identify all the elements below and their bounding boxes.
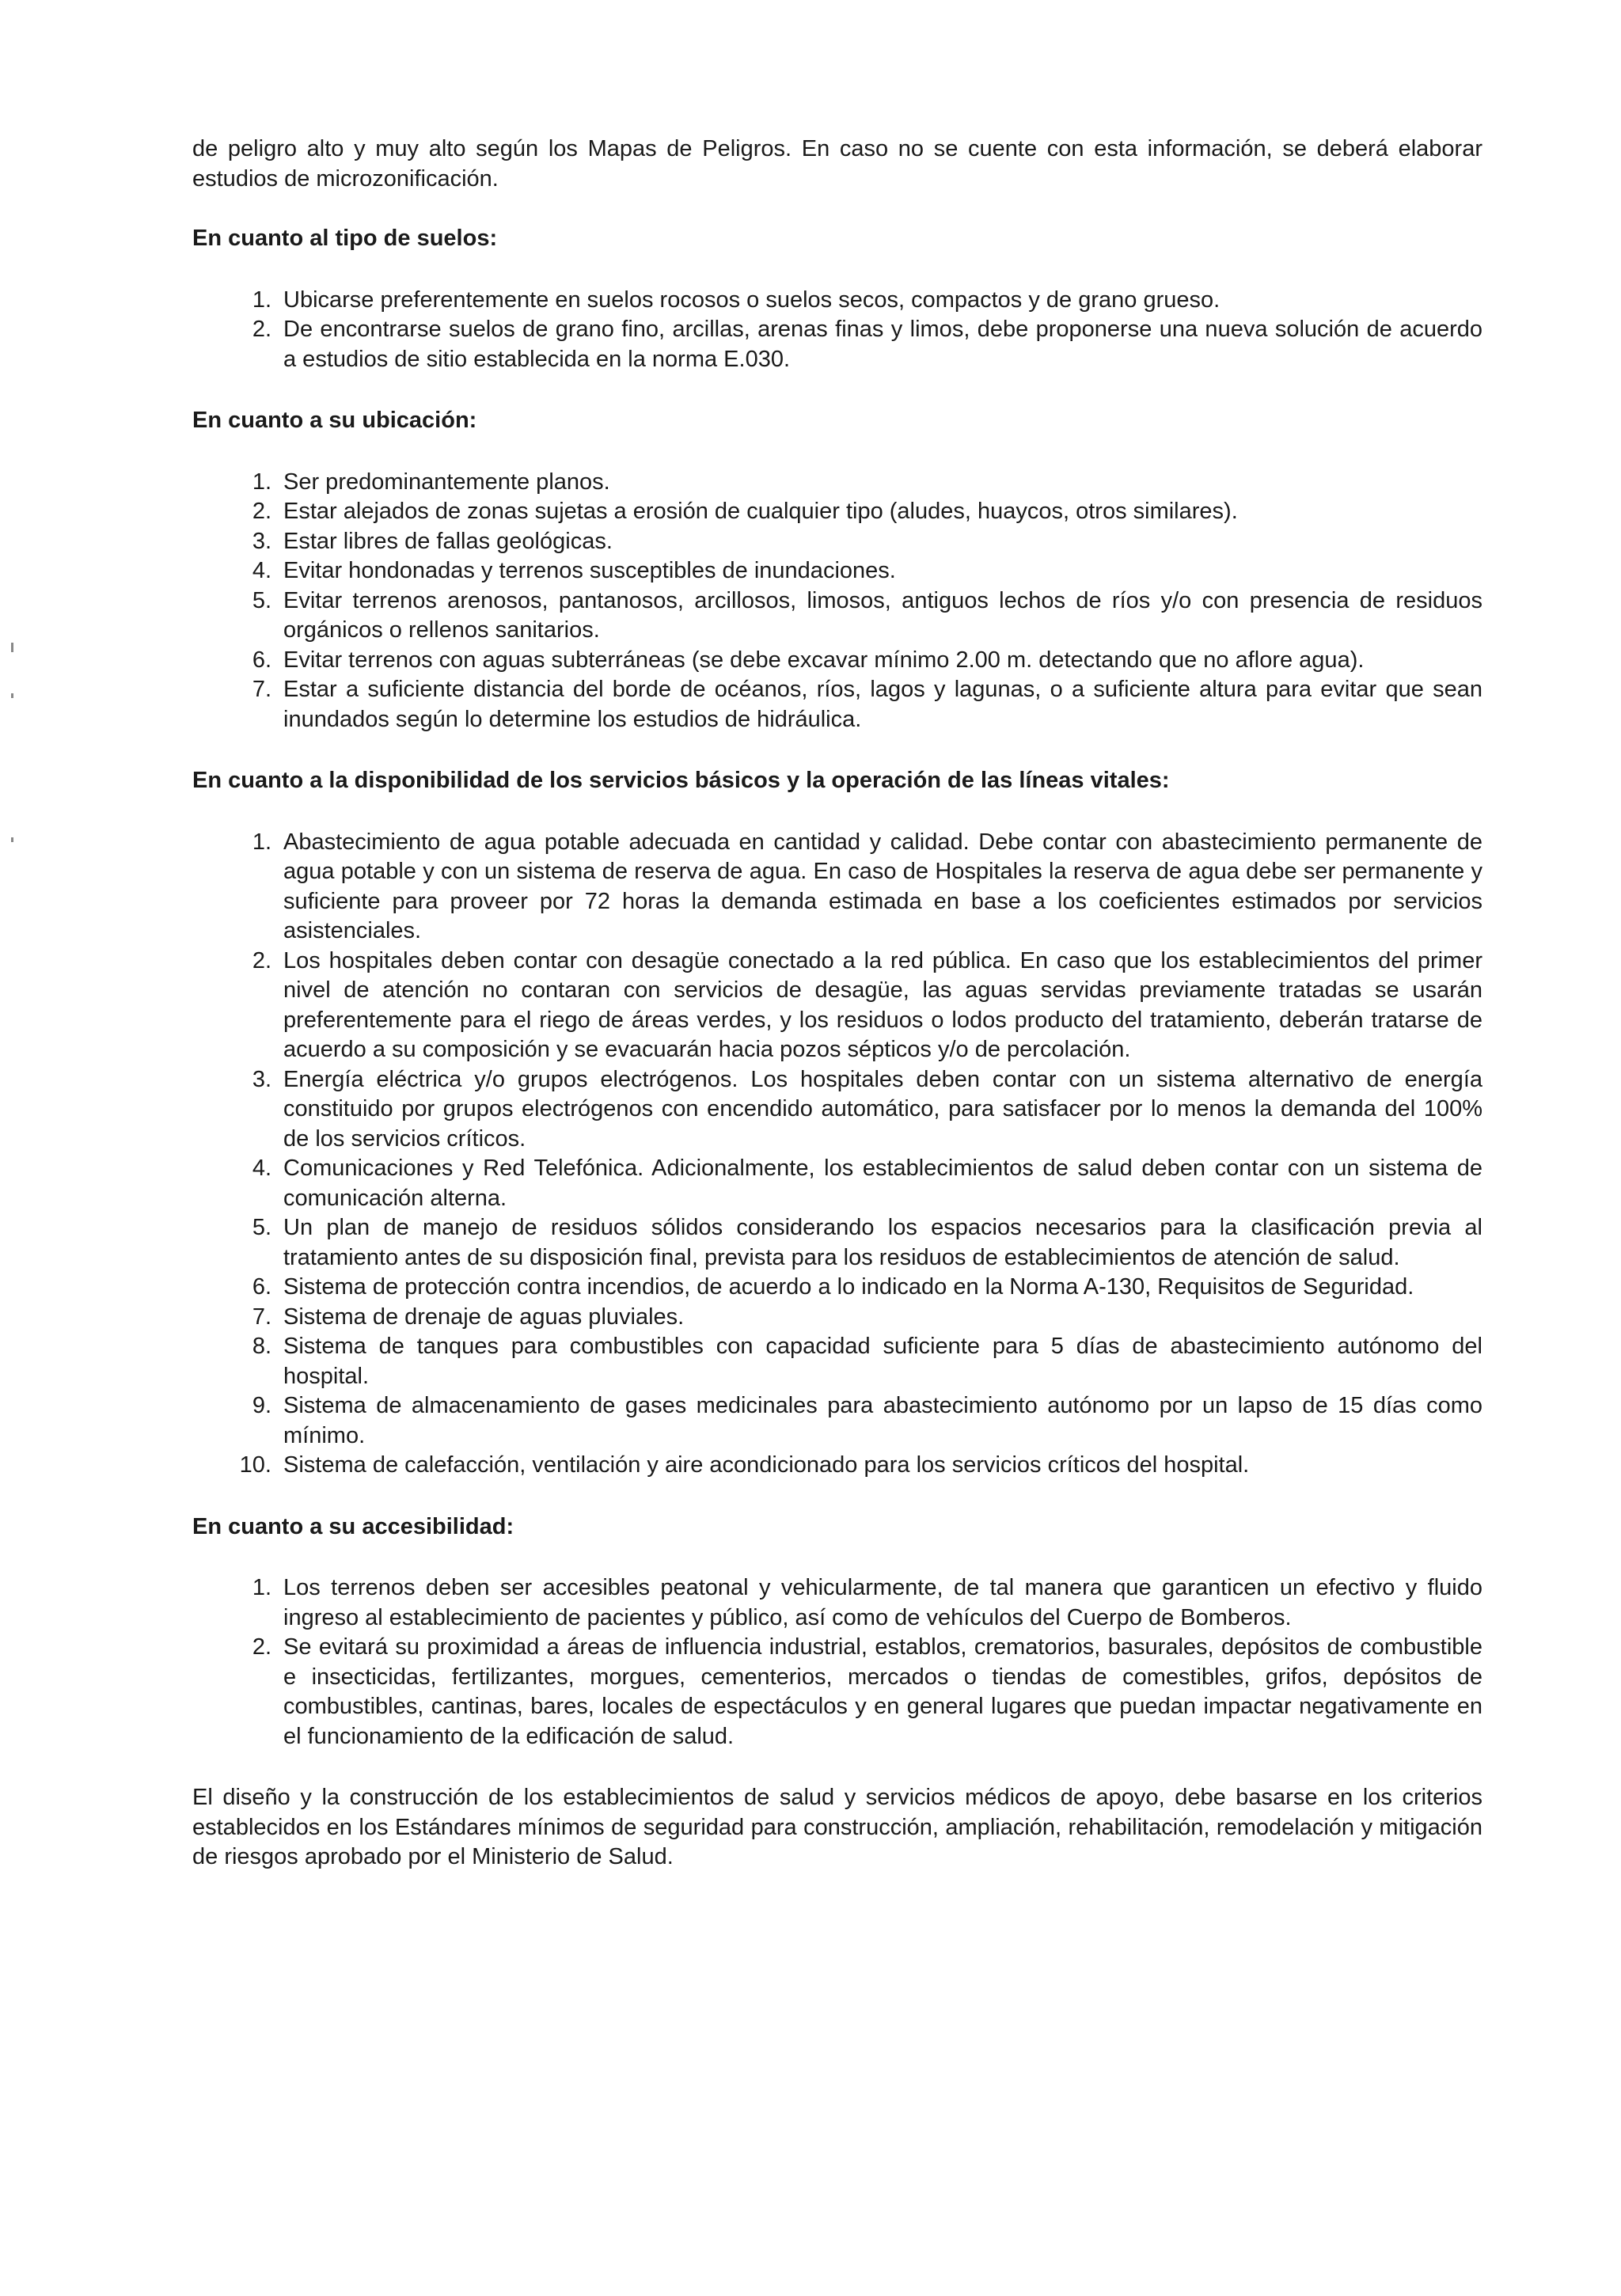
- item-number: 1.: [252, 1575, 271, 1600]
- section-heading: En cuanto al tipo de suelos:: [192, 226, 498, 251]
- numbered-list: [192, 1573, 1482, 1751]
- list-item: [192, 286, 1482, 316]
- item-number: 4.: [252, 558, 271, 583]
- item-number: 6.: [252, 1274, 271, 1300]
- item-text: Sistema de drenaje de aguas pluviales.: [283, 1304, 685, 1330]
- item-number: 3.: [252, 1066, 271, 1092]
- list-item: [192, 468, 1482, 498]
- section-servicios-basicos: [192, 766, 1482, 1481]
- list-item: [192, 828, 1482, 947]
- item-text: Evitar hondonadas y terrenos susceptibles de inundaciones.: [283, 558, 896, 583]
- list-item: [192, 1273, 1482, 1303]
- list-item: [192, 586, 1482, 646]
- list-item: [192, 315, 1482, 374]
- scan-margin-mark: [11, 643, 13, 652]
- list-item: [192, 1154, 1482, 1213]
- item-number: 2.: [252, 947, 271, 973]
- list-item: [192, 1391, 1482, 1451]
- item-text: Un plan de manejo de residuos sólidos considerando los espacios necesarios para la clasificación previa al tratamiento antes de su disposición final, prevista para los residuos de establecimientos de atención de salud.: [283, 1215, 1482, 1270]
- section-accesibilidad: [192, 1512, 1482, 1752]
- section-tipo-de-suelos: [192, 224, 1482, 374]
- item-number: 2.: [252, 317, 271, 342]
- list-item: [192, 646, 1482, 676]
- item-number: 8.: [252, 1334, 271, 1359]
- item-number: 2.: [252, 1634, 271, 1660]
- scan-margin-mark: [11, 837, 13, 842]
- list-item: [192, 947, 1482, 1065]
- numbered-list: [192, 468, 1482, 735]
- document-page: [192, 135, 1482, 1873]
- list-item: [192, 1303, 1482, 1333]
- item-number: 10.: [239, 1452, 271, 1478]
- list-item: [192, 1065, 1482, 1155]
- item-text: Los terrenos deben ser accesibles peatonal y vehicularmente, de tal manera que garanticen un efectivo y fluido ingreso al establecimiento de pacientes y público, así como de vehículos del Cuerpo de Bomberos.: [283, 1575, 1482, 1630]
- item-text: Comunicaciones y Red Telefónica. Adicionalmente, los establecimientos de salud deben contar con un sistema de comunicación alterna.: [283, 1156, 1482, 1211]
- numbered-list: [192, 286, 1482, 375]
- item-number: 5.: [252, 587, 271, 613]
- item-text: Abastecimiento de agua potable adecuada en cantidad y calidad. Debe contar con abastecimiento permanente de agua potable y con un sistema de reserva de agua. En caso de Hospitales la reserva de agua debe ser permanente y suficiente para proveer por 72 horas la demanda estimada en base a los coeficientes estimados por servicios asistenciales.: [283, 829, 1482, 943]
- list-item: [192, 1332, 1482, 1391]
- item-text: Sistema de almacenamiento de gases medicinales para abastecimiento autónomo por un lapso de 15 días como mínimo.: [283, 1393, 1482, 1448]
- item-number: 7.: [252, 677, 271, 702]
- intro-paragraph: de peligro alto y muy alto según los Mapas de Peligros. En caso no se cuente con esta información, se deberá elaborar estudios de microzonificación.: [192, 136, 1482, 192]
- list-item: [192, 1213, 1482, 1273]
- item-text: Los hospitales deben contar con desagüe conectado a la red pública. En caso que los establecimientos del primer nivel de atención no contaran con servicios de desagüe, las aguas servidas previamente tratadas se usarán preferentemente para el riego de áreas verdes, y los residuos o lodos producto del tratamiento, deberán tratarse de acuerdo a su composición y se evacuarán hacia pozos sépticos y/o de percolación.: [283, 947, 1482, 1062]
- item-text: Se evitará su proximidad a áreas de influencia industrial, establos, crematorios, basurales, depósitos de combustible e insecticidas, fertilizantes, morgues, cementerios, mercados o tiendas de comestibles, grifos, depósitos de combustibles, cantinas, bares, locales de espectáculos y en general lugares que puedan impactar negativamente en el funcionamiento de la edificación de salud.: [283, 1634, 1482, 1749]
- section-heading: En cuanto a su accesibilidad:: [192, 1513, 514, 1539]
- closing-paragraph: El diseño y la construcción de los establecimientos de salud y servicios médicos de apoyo, debe basarse en los criterios establecidos en los Estándares mínimos de seguridad para construcción, ampliación, rehabilitación, remodelación y mitigación de riesgos aprobado por el Ministerio de Salud.: [192, 1785, 1482, 1869]
- list-item: [192, 1573, 1482, 1633]
- item-text: De encontrarse suelos de grano fino, arcillas, arenas finas y limos, debe proponerse una nueva solución de acuerdo a estudios de sitio establecida en la norma E.030.: [283, 317, 1482, 372]
- section-heading: En cuanto a la disponibilidad de los servicios básicos y la operación de las líneas vitales:: [192, 768, 1170, 793]
- list-item: [192, 497, 1482, 527]
- item-text: Energía eléctrica y/o grupos electrógenos. Los hospitales deben contar con un sistema alternativo de energía constituido por grupos electrógenos con encendido automático, para satisfacer por lo menos la demanda del 100% de los servicios críticos.: [283, 1066, 1482, 1152]
- list-item: [192, 675, 1482, 734]
- list-item: [192, 556, 1482, 586]
- item-number: 4.: [252, 1156, 271, 1181]
- scan-margin-mark: [11, 693, 13, 698]
- item-text: Ser predominantemente planos.: [283, 469, 610, 495]
- item-text: Estar a suficiente distancia del borde de océanos, ríos, lagos y lagunas, o a suficiente altura para evitar que sean inundados según lo determine los estudios de hidráulica.: [283, 677, 1482, 732]
- item-text: Estar alejados de zonas sujetas a erosión de cualquier tipo (aludes, huaycos, otros similares).: [283, 499, 1238, 524]
- item-number: 7.: [252, 1304, 271, 1330]
- item-number: 1.: [252, 469, 271, 495]
- item-text: Sistema de protección contra incendios, de acuerdo a lo indicado en la Norma A-130, Requisitos de Seguridad.: [283, 1274, 1414, 1300]
- item-number: 5.: [252, 1215, 271, 1240]
- item-text: Evitar terrenos arenosos, pantanosos, arcillosos, limosos, antiguos lechos de ríos y/o con presencia de residuos orgánicos o rellenos sanitarios.: [283, 587, 1482, 643]
- item-text: Sistema de calefacción, ventilación y aire acondicionado para los servicios críticos del hospital.: [283, 1452, 1250, 1478]
- item-number: 6.: [252, 647, 271, 673]
- numbered-list: [192, 828, 1482, 1481]
- item-text: Ubicarse preferentemente en suelos rocosos o suelos secos, compactos y de grano grueso.: [283, 287, 1220, 313]
- item-number: 3.: [252, 528, 271, 554]
- item-number: 1.: [252, 829, 271, 855]
- list-item: [192, 527, 1482, 557]
- section-ubicacion: [192, 406, 1482, 734]
- list-item: [192, 1451, 1482, 1481]
- item-number: 9.: [252, 1393, 271, 1418]
- item-number: 1.: [252, 287, 271, 313]
- item-text: Sistema de tanques para combustibles con capacidad suficiente para 5 días de abastecimiento autónomo del hospital.: [283, 1334, 1482, 1389]
- item-text: Estar libres de fallas geológicas.: [283, 528, 613, 554]
- item-number: 2.: [252, 499, 271, 524]
- section-heading: En cuanto a su ubicación:: [192, 408, 477, 433]
- list-item: [192, 1633, 1482, 1751]
- item-text: Evitar terrenos con aguas subterráneas (se debe excavar mínimo 2.00 m. detectando que no aflore agua).: [283, 647, 1365, 673]
